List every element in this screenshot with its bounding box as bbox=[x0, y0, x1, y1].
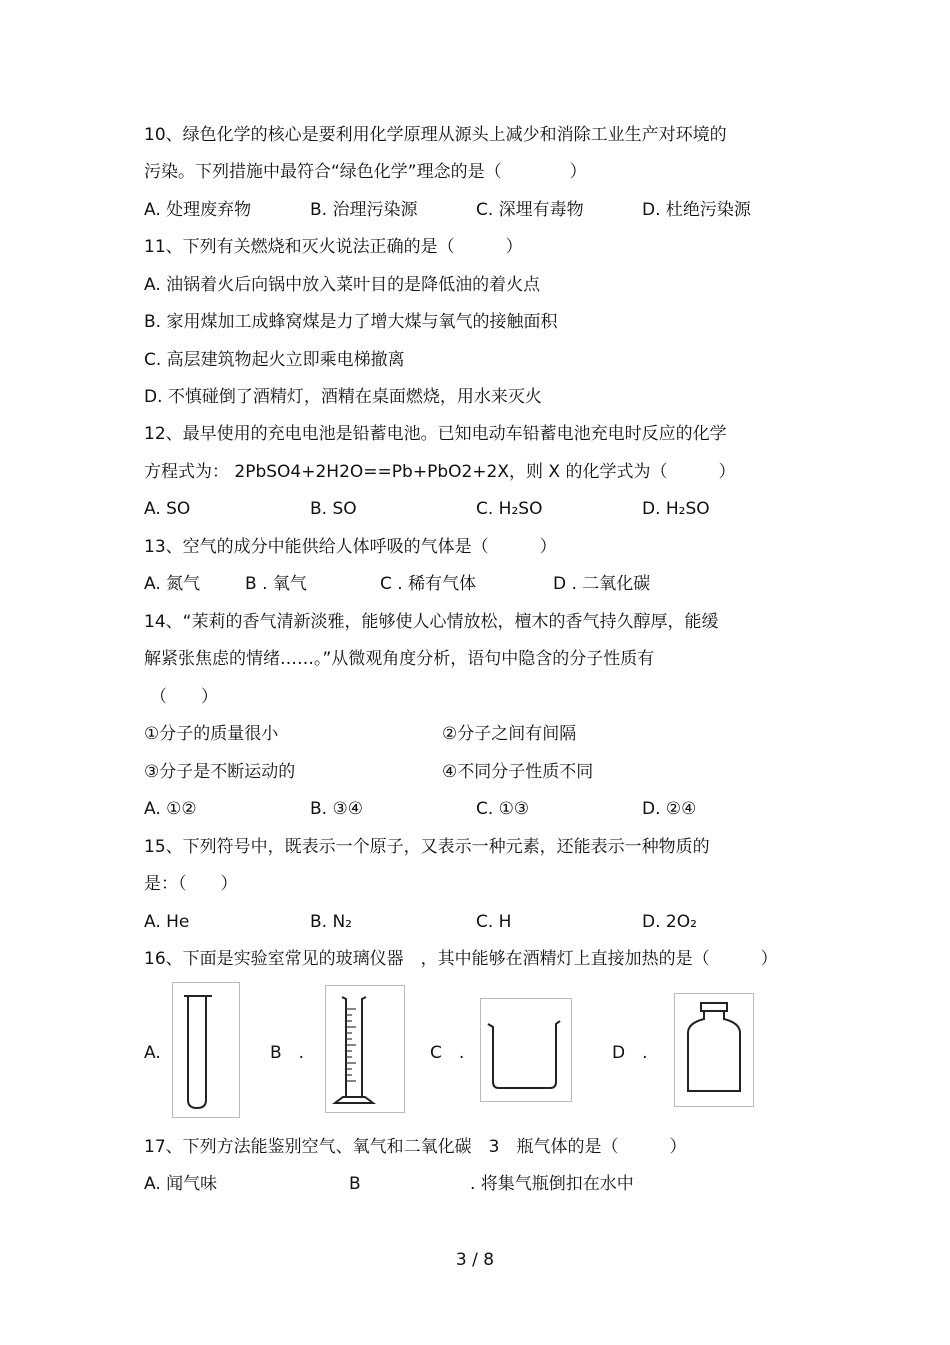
q12-option-a: A. SO bbox=[144, 499, 191, 519]
q10-stem-line1: 10、绿色化学的核心是要利用化学原理从源头上减少和消除工业生产对环境的 bbox=[144, 125, 727, 145]
q12-option-d: D. H₂SO bbox=[642, 499, 710, 519]
q13-option-d: D . 二氧化碳 bbox=[553, 574, 651, 594]
q14-option-a: A. ①② bbox=[144, 799, 197, 819]
q16-option-b-label: B . bbox=[270, 1043, 305, 1063]
q15-option-c: C. H bbox=[476, 912, 512, 932]
q14-item-2: ②分子之间有间隔 bbox=[442, 724, 577, 744]
q10-stem-line2: 污染。下列措施中最符合“绿色化学”理念的是（ ） bbox=[144, 162, 587, 182]
q14-item-3: ③分子是不断运动的 bbox=[144, 762, 296, 782]
q10-option-a: A. 处理废弃物 bbox=[144, 200, 252, 220]
q11-stem: 11、下列有关燃烧和灭火说法正确的是（ ） bbox=[144, 237, 523, 257]
q12-option-c: C. H₂SO bbox=[476, 499, 543, 519]
q14-option-d: D. ②④ bbox=[642, 799, 697, 819]
q12-stem-line1: 12、最早使用的充电电池是铅蓄电池。已知电动车铅蓄电池充电时反应的化学 bbox=[144, 424, 727, 444]
graduated-cylinder-image bbox=[325, 985, 405, 1113]
q15-option-d: D. 2O₂ bbox=[642, 912, 697, 932]
q11-option-d: D. 不慎碰倒了酒精灯，酒精在桌面燃烧，用水来灭火 bbox=[144, 387, 542, 407]
q14-answer-bracket: （ ） bbox=[150, 687, 218, 707]
q14-option-b: B. ③④ bbox=[310, 799, 363, 819]
q13-option-c: C . 稀有气体 bbox=[380, 574, 477, 594]
q13-option-a: A. 氮气 bbox=[144, 574, 201, 594]
q17-stem: 17、下列方法能鉴别空气、氧气和二氧化碳 3 瓶气体的是（ ） bbox=[144, 1137, 687, 1157]
q13-stem: 13、空气的成分中能供给人体呼吸的气体是（ ） bbox=[144, 537, 557, 557]
q16-option-c-label: C . bbox=[430, 1043, 465, 1063]
q15-stem-line1: 15、下列符号中，既表示一个原子，又表示一种元素，还能表示一种物质的 bbox=[144, 837, 710, 857]
q17-option-b-text: . 将集气瓶倒扣在水中 bbox=[470, 1174, 634, 1194]
q14-item-1: ①分子的质量很小 bbox=[144, 724, 279, 744]
q10-option-c: C. 深埋有毒物 bbox=[476, 200, 584, 220]
beaker-image bbox=[480, 998, 572, 1102]
q14-option-c: C. ①③ bbox=[476, 799, 530, 819]
q12-stem-line2: 方程式为： 2PbSO4+2H2O==Pb+PbO2+2X，则 X 的化学式为（ ） bbox=[144, 462, 736, 482]
q15-option-b: B. N₂ bbox=[310, 912, 353, 932]
q14-stem-line2: 解紧张焦虑的情绪……。”从微观角度分析，语句中隐含的分子性质有 bbox=[144, 649, 655, 669]
q14-item-4: ④不同分子性质不同 bbox=[442, 762, 594, 782]
q16-option-a-label: A. bbox=[144, 1043, 161, 1063]
q13-option-b: B . 氧气 bbox=[245, 574, 307, 594]
q16-option-d-label: D . bbox=[612, 1043, 648, 1063]
q12-option-b: B. SO bbox=[310, 499, 357, 519]
q10-option-b: B. 治理污染源 bbox=[310, 200, 418, 220]
q14-stem-line1: 14、“茉莉的香气清新淡雅，能够使人心情放松，檀木的香气持久醇厚，能缓 bbox=[144, 612, 719, 632]
q10-option-d: D. 杜绝污染源 bbox=[642, 200, 751, 220]
page-number: 3 / 8 bbox=[455, 1250, 495, 1270]
q17-option-a: A. 闻气味 bbox=[144, 1174, 218, 1194]
reagent-bottle-image bbox=[674, 993, 754, 1107]
q11-option-a: A. 油锅着火后向锅中放入菜叶目的是降低油的着火点 bbox=[144, 275, 541, 295]
q11-option-c: C. 高层建筑物起火立即乘电梯撤离 bbox=[144, 350, 405, 370]
q15-option-a: A. He bbox=[144, 912, 190, 932]
q16-stem: 16、下面是实验室常见的玻璃仪器 ，其中能够在酒精灯上直接加热的是（ ） bbox=[144, 949, 778, 969]
test-tube-image bbox=[172, 982, 240, 1118]
q17-option-b-letter: B bbox=[349, 1174, 361, 1194]
q15-stem-line2: 是：（ ） bbox=[144, 874, 238, 894]
q11-option-b: B. 家用煤加工成蜂窝煤是力了增大煤与氧气的接触面积 bbox=[144, 312, 558, 332]
